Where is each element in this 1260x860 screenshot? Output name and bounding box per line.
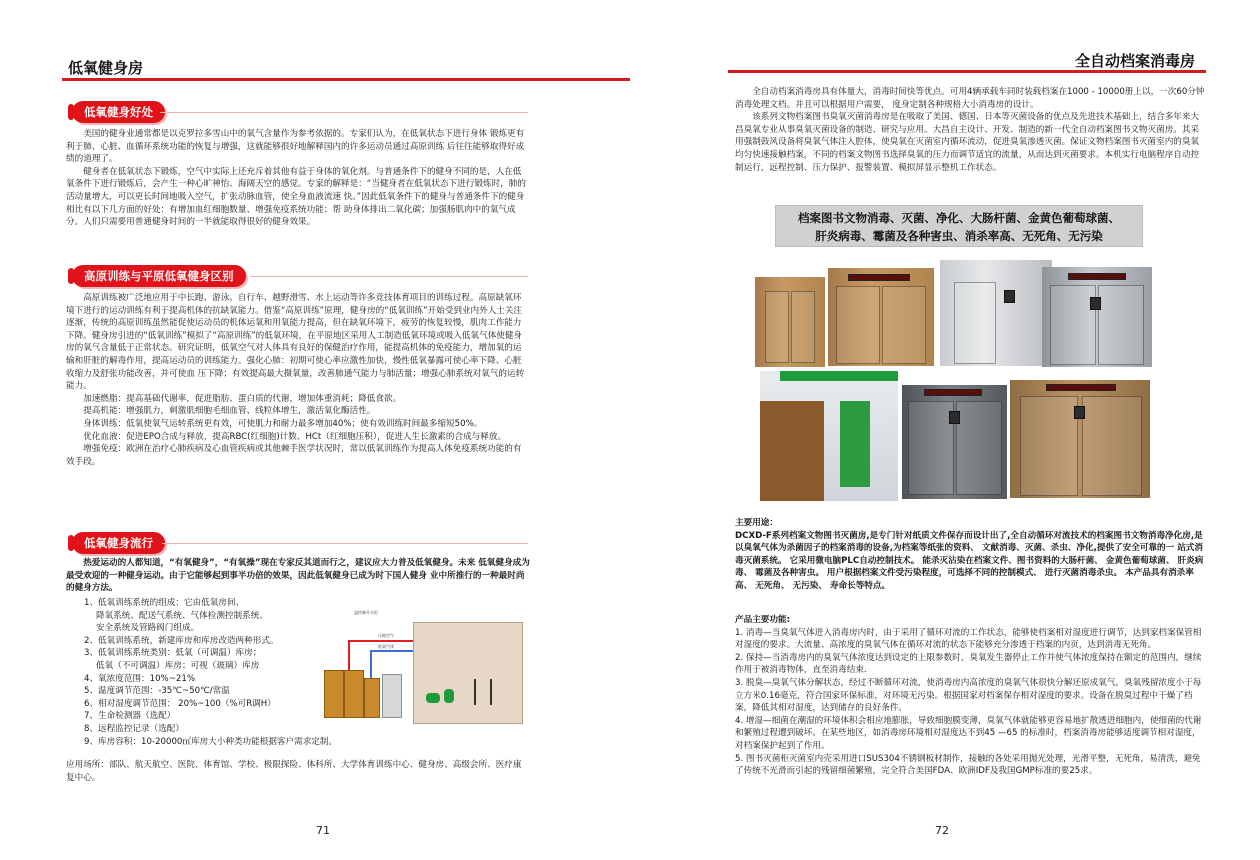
section-divider bbox=[162, 543, 528, 544]
left-header-title: 低氧健身房 bbox=[68, 59, 144, 77]
door bbox=[908, 401, 954, 495]
paragraph: 应用场所：部队、航天航空、医院、体育馆、学校、极限探险、体科所、大学体育训练中心、健身房、高级会所、医疗康复中心。 bbox=[66, 760, 522, 783]
paragraph: 加速燃脂：提高基础代谢率，促进脂肪、蛋白质的代谢，增加体重消耗；降低食欲。 bbox=[83, 393, 402, 404]
right-header-rule bbox=[728, 70, 1206, 73]
left-header-rule bbox=[62, 78, 630, 81]
product-photo-grey-room bbox=[940, 260, 1052, 366]
green-door bbox=[840, 401, 870, 487]
paragraph: 热爱运动的人都知道，“有氧健身”，“有氧操”现在专家反其道而行之，建议应大力普及低氧健身。未来 低氧健身成为最受欢迎的一种健身运动。由于它能够起到事半功倍的效果，因此低氧健身已成为时下国人健身 业中所推行的一种最时尚的健身方法。 bbox=[66, 558, 530, 594]
trend-intro bbox=[66, 557, 530, 595]
spec-list bbox=[84, 597, 338, 748]
control-panel bbox=[1004, 290, 1015, 303]
door bbox=[765, 291, 789, 363]
use-heading: 主要用途： bbox=[735, 518, 778, 528]
function-item: 2. 保持—当消毒房内的臭氧气体浓度达到设定的上限参数时，臭氧发生器停止工作并使气体浓度保持在额定的范围内，继续作用于被消毒物体，直至消毒结束. bbox=[735, 652, 1202, 676]
product-photo-room-interior bbox=[760, 371, 898, 501]
person-figure bbox=[426, 693, 440, 703]
banner-line: 档案图书文物消毒、灭菌、净化、大肠杆菌、金黄色葡萄球菌、 bbox=[798, 211, 1120, 225]
door bbox=[1020, 396, 1078, 496]
low-oxygen-room bbox=[413, 622, 523, 724]
paragraph: 提高机能：增强肌力，刺激肌细胞毛细血管、线粒体增生，激活氧化酶活性。 bbox=[83, 406, 376, 417]
diagram-label: 低氧气体 bbox=[378, 644, 394, 649]
section-title-trend: 低氧健身流行 bbox=[72, 532, 165, 554]
paragraph: 增强免疫：欧洲在治疗心肺疾病及心血管疾病或其他棘手医学状况时，常以低氧训练作为提高人体免疫系统功能的有效手段。 bbox=[66, 444, 522, 467]
paragraph: 身体训练：低氧使氧气运转系统更有效，可使肌力和耐力最多增加40%；使有效训练时间最多缩短50%。 bbox=[83, 418, 483, 429]
equipment-stand bbox=[490, 679, 492, 705]
page-number: 72 bbox=[935, 824, 949, 837]
control-panel bbox=[1074, 406, 1085, 419]
exit-sign bbox=[780, 371, 898, 381]
function-item: 3. 脱臭—臭氧气体分解状态，经过不断循环对流，使消毒房内高浓度的臭氧气体很快分解还原成氧气，臭氧残留浓度小于每立方米0.16毫克，符合国家环保标准，对环境无污染。根据国家对档案保存相对湿度的要求。设备在脱臭过程中干燥了档案，降低其相对湿度，达到储存的良好条件。 bbox=[735, 677, 1202, 714]
dryer-unit bbox=[364, 678, 380, 718]
low-oxygen-system-diagram bbox=[318, 600, 523, 725]
control-panel bbox=[949, 411, 960, 424]
paragraph: 该系列文物档案图书臭氧灭菌消毒房是在吸取了美国、德国、日本等灭菌设备的优点及先进技术基础上，结合多年来大昌臭氧专业从事臭氧灭菌设备的制造、研究与应用。大昌自主设计、开发、制造的新一代全自动档案图书文物灭菌房。其采用强制鼓风设备将臭氧气体注入腔体，使臭氧在灭菌室内循环流动，促进臭氧渗透灭菌。保证文物档案图书灭菌室内的臭氧均匀快速接触档案，不同的档案文物图书选择臭氧的压力而调节适宜的流量，从而达到灭菌要求。本机实行电脑程序自动控制运行，远程控制、压力保护、报警装置、模拟屏显示整机工作状态。 bbox=[735, 112, 1200, 173]
list-item: 4、氧浓度范围：10%~21% bbox=[84, 673, 196, 684]
list-item: 7、生命检测器（选配） bbox=[84, 711, 176, 722]
air-pipe bbox=[348, 640, 414, 642]
list-item: 降氧系统、配送气系统、气体检测控制系统、 bbox=[96, 610, 268, 621]
function-item: 4. 增湿—细菌在潮湿的环境体积会相应地膨胀，导致细胞膜变薄，臭氧气体就能够更容易地扩散透进细胞内，使细菌的代谢和繁殖过程遭到破坏。在某些地区，如消毒房环境相对湿度达不到45 —65 的标准时，档案消毒房能够适度调节相对湿度，对档案保护起到了作用。 bbox=[735, 715, 1202, 751]
gas-pipe bbox=[370, 650, 414, 652]
door bbox=[882, 286, 926, 364]
intro-text bbox=[735, 86, 1205, 174]
list-item: 8、远程监控记录（选配） bbox=[84, 723, 184, 734]
feature-banner bbox=[775, 205, 1143, 247]
door bbox=[956, 401, 1002, 495]
paragraph: 全自动档案消毒房具有体量大，消毒时间快等优点。可用4辆承载车同时装载档案在1000 - 10000册上以，一次60分钟消毒处理文档。并且可以根据用户需要， 度身定制各种规格大小消毒房的设计。 bbox=[735, 87, 1205, 110]
list-item: 6、相对湿度调节范围： 20%~100（%可R调H） bbox=[84, 698, 276, 709]
led-display bbox=[848, 274, 910, 281]
door bbox=[1098, 285, 1144, 365]
paragraph: 优化血液：促进EPO合成与释放，提高RBC(红细胞)计数、HCt（红细胞压积），促进人生长激素的合成与释放。 bbox=[83, 431, 507, 442]
right-header-title: 全自动档案消毒房 bbox=[1074, 52, 1195, 70]
right-page bbox=[630, 0, 1260, 860]
functions-heading: 产品主要功能: bbox=[735, 615, 790, 625]
led-display bbox=[924, 389, 982, 396]
paragraph: 美国的健身业通常都是以克罗拉多雪山中的氧气含量作为参考依据的。专家们认为，在低氧状态下进行身体 锻炼更有利于肺、心脏、血循环系统功能的恢复与增强，这就能够很好地解释国内的许多运动员通过高原训练 后往往能够取得好成绩的道理了。 bbox=[66, 129, 525, 165]
control-panel bbox=[1090, 297, 1101, 310]
list-item: 2、低氧训练系统，新建库房和库房改造两种形式。 bbox=[84, 635, 279, 646]
compressor-unit bbox=[344, 670, 364, 718]
product-photo-wood-room bbox=[755, 277, 825, 367]
function-item: 5. 图书灭菌柜灭菌室内壳采用进口SUS304不锈钢板材制作，接触的各处采用抛光处理，光滑平整，无死角，易清洗，避免了传统不光滑而引起的残留细菌繁殖，完全符合美国FDA、欧洲IDF及我国GMP标准的要25求。 bbox=[735, 753, 1201, 777]
section-divider bbox=[160, 112, 528, 113]
paragraph: 高原训练被广泛地应用于中长跑、游泳、自行车、越野滑雪、水上运动等许多竞技体育项目的训练过程。高原缺氧环境下进行的运动训练有利于提高机体的抗缺氧能力。借鉴“高原训练”原理，健身房的“低氧训练”开始受到业内外人士关注逐渐，传统的高原训练虽然能促使运动员的机体运氧和用氧能力提高，但在缺氧环境下，疲劳的恢复较慢，肌肉工作能力下降。健身房引进的“低氧训练”模拟了“高原训练”的低氧环境，在平原地区采用人工制造低氧环境或吸入低氧气体使健身房的氧气含量低于正常状态。研究证明，低氧空气对人体具有良好的保健治疗作用，能提高机体的免疫能力，增加氧的运输和肝脏的解毒作用，提高运动员的训练能力。强化心肺：初期可使心率应激性加快，慢性低氧暴露可使心率下降、心脏收缩力及舒张功能改善，并可使血 压下降；有效提高最大摄氧量，改善肺通气能力与肺活量；增强心肺系统对氧气的运转能力。 bbox=[66, 293, 525, 392]
banner-line: 肝炎病毒、霉菌及各种害虫、消杀率高、无死角、无污染 bbox=[815, 229, 1103, 243]
product-photo-dark-chamber bbox=[902, 385, 1007, 499]
product-photo-steel-chamber bbox=[1042, 267, 1152, 367]
diagram-label: 盖控制开关柜 bbox=[354, 610, 378, 615]
door bbox=[954, 282, 996, 364]
functions-section bbox=[735, 614, 1205, 778]
training-text bbox=[66, 292, 530, 468]
application-text bbox=[66, 759, 530, 784]
list-item: 5、温度调节范围：-35℃~50℃/常温 bbox=[84, 686, 230, 697]
gas-pipe bbox=[370, 650, 372, 678]
use-section bbox=[735, 517, 1205, 593]
list-item: 低氧（不可调温）库房；可视（玻璃）库房 bbox=[96, 660, 260, 671]
compressor-unit bbox=[324, 670, 344, 718]
door bbox=[836, 286, 880, 364]
book-cart bbox=[760, 401, 824, 501]
product-photo-bronze-chamber bbox=[1010, 380, 1150, 498]
door bbox=[1082, 396, 1142, 496]
list-item: 9、库房容积：10-20000㎡库房大小种类功能根据客户需求定制。 bbox=[84, 736, 338, 747]
paragraph: 健身者在低氧状态下锻炼，空气中实际上还充斥着其他有益于身体的氧化剂。与普通条件下的健身不同的是，人在低氧条件下进行锻炼后，会产生一种心旷神怡、海阔天空的感觉。专家的解释是：“当健身者在低氧状态下进行锻炼时，肺的活动量增大，可以更长时间地吸入空气，扩张动脉血管，使全身血液流速 快。”因此低氧条件下的健身与普通条件下的健身相比有以下几方面的好处：有增加血红细胞数量、增强免疫系统功能；帮 助身体排出二氧化碳；加强肠肌肉中的氧气成分。人们只需要用普通健身时间的一半就能取得很好的健身效果。 bbox=[66, 166, 526, 228]
led-display bbox=[1046, 384, 1116, 391]
product-photo-wood-chamber bbox=[828, 268, 934, 366]
list-item: 安全系统及管路阀门组成。 bbox=[96, 623, 200, 634]
air-pipe bbox=[348, 640, 350, 670]
door bbox=[791, 291, 815, 363]
person-figure bbox=[444, 689, 454, 703]
list-item: 3、低氧训练系统类别：低氧（可调温）库房； bbox=[84, 648, 262, 659]
equipment-stand bbox=[474, 679, 476, 705]
list-item: 1、低氧训练系统的组成：它由低氧房间、 bbox=[84, 598, 245, 608]
control-cabinet bbox=[382, 674, 402, 718]
use-text: DCXD-F系列档案文物图书灭菌房,是专门针对纸质文件保存而设计出了,全自动循环对流技术的档案图书文物消毒净化房,是以臭氧气体为杀菌因子的档案消毒的设备,为档案等纸张的资料、 文献消毒、灭菌、杀虫、净化,提供了安全可靠的一 站式消毒灭菌系统。 它采用微电脑PLC自动控制技术。 能杀灭沾染在档案文件、图书资料的大肠杆菌、 金黄色葡萄球菌、 肝炎病毒、 霉菌及各种害虫。 用户根据档案文件受污染程度，可选择不同的控制模式、 进行灭菌消毒杀虫。 本产品具有消杀率高、 无死角、 无污染、 寿命长等特点。 bbox=[735, 530, 1204, 591]
function-item: 1. 消毒—当臭氧气体进入消毒房内时，由于采用了循环对流的工作状态，能够使档案相对湿度进行调节，达到家档案保管相对湿度的要求。大流量、高浓度的臭氧气体在循环对流的状态下能够充分渗透于档案的内页，达到消毒无死角。 bbox=[735, 627, 1202, 651]
section-title-benefits: 低氧健身好处 bbox=[72, 101, 165, 123]
led-display bbox=[1068, 273, 1126, 280]
section-divider bbox=[250, 276, 528, 277]
page-number: 71 bbox=[316, 824, 330, 837]
section-title-training-difference: 高原训练与平原低氧健身区别 bbox=[72, 265, 246, 287]
benefits-text bbox=[66, 128, 530, 229]
diagram-label: 压缩空气 bbox=[378, 633, 394, 638]
